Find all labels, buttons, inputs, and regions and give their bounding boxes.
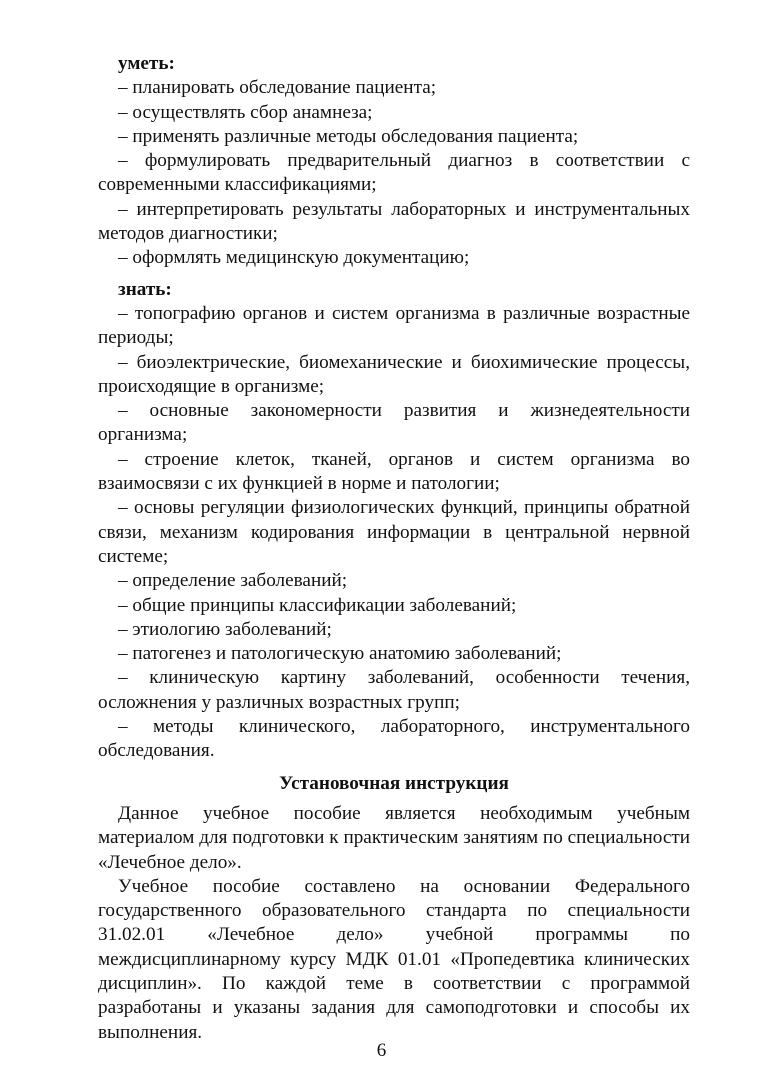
knowledge-item: – основы регуляции физиологических функций, принципы обратной связи, механизм кодирования информации в центральной нервной системе; <box>98 497 690 567</box>
knowledge-item: – клиническую картину заболеваний, особенности течения, осложнения у различных возрастных групп; <box>98 667 690 713</box>
knowledge-heading: знать: <box>118 278 172 300</box>
knowledge-item: – определение заболеваний; <box>118 570 348 592</box>
document-page <box>98 52 690 1045</box>
knowledge-item: – общие принципы классификации заболеваний; <box>118 594 517 616</box>
knowledge-item: – основные закономерности развития и жизнедеятельности организма; <box>98 400 690 446</box>
skills-item: – осуществлять сбор анамнеза; <box>118 101 373 123</box>
page-number: 6 <box>376 1040 387 1061</box>
skills-list <box>98 76 690 270</box>
knowledge-item: – методы клинического, лабораторного, инструментального обследования. <box>98 716 690 762</box>
knowledge-list <box>98 302 690 764</box>
skills-item: – планировать обследование пациента; <box>118 77 437 99</box>
knowledge-item: – биоэлектрические, биомеханические и биохимические процессы, происходящие в организме; <box>98 351 690 397</box>
knowledge-item: – этиологию заболеваний; <box>118 618 332 640</box>
knowledge-item: – строение клеток, тканей, органов и систем организма во взаимосвязи с их функцией в норме и патологии; <box>98 448 690 495</box>
section-title: Установочная инструкция <box>279 772 509 794</box>
skills-item: – формулировать предварительный диагноз в соответствии с современными классификациями; <box>98 150 690 196</box>
knowledge-item: – топографию органов и систем организма в различные возрастные периоды; <box>98 302 690 349</box>
knowledge-item: – патогенез и патологическую анатомию заболеваний; <box>118 643 562 665</box>
instruction-paragraph: Данное учебное пособие является необходимым учебным материалом для подготовки к практическим занятиям по специальности «Лечебное дело». <box>98 802 690 873</box>
skills-item: – оформлять медицинскую документацию; <box>118 247 470 269</box>
skills-item: – применять различные методы обследования пациента; <box>118 125 579 147</box>
skills-item: – интерпретировать результаты лабораторных и инструментальных методов диагностики; <box>98 198 690 245</box>
skills-heading: уметь: <box>118 53 175 74</box>
instruction-paragraph: Учебное пособие составлено на основании Федерального государственного образовательного стандарта по специальности 31.02.01 «Лечебное дело» учебной программы по междисциплинарному курсу МДК 01.01 «Пропедевтика клинических дисциплин». По каждой теме в соответствии с программой разработаны и указаны задания для самоподготовки и способы их выполнения. <box>98 875 690 1043</box>
